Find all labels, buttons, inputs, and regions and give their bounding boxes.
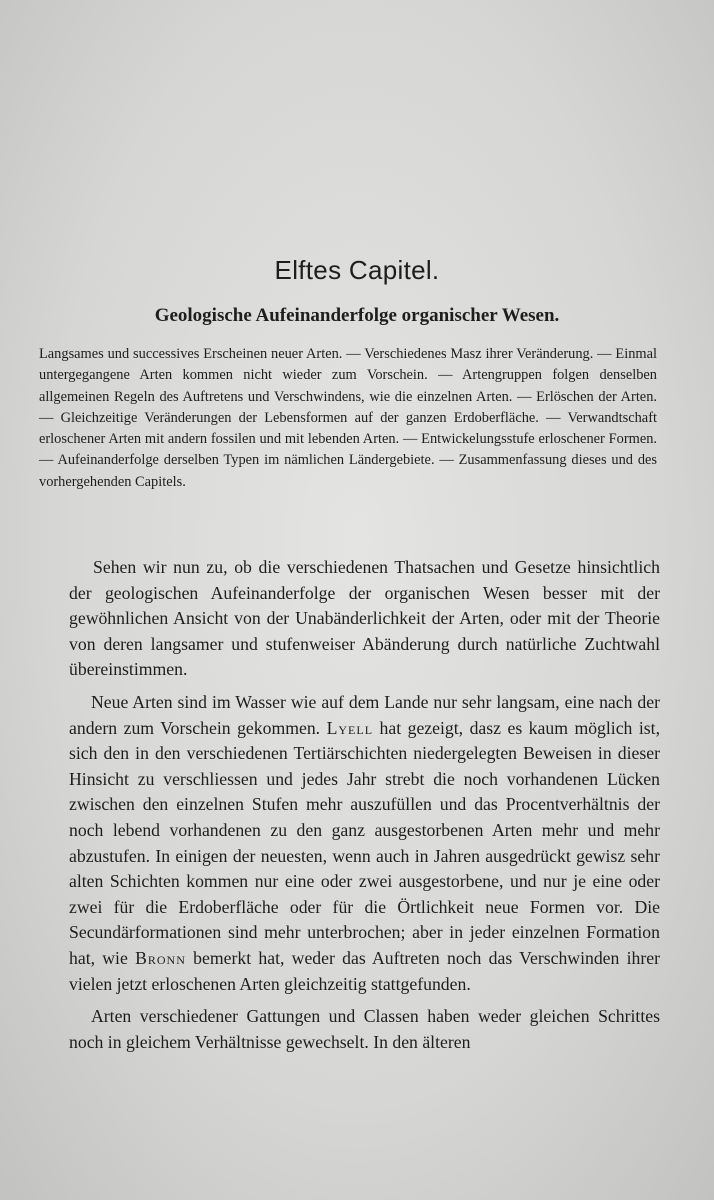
paragraph-1: Sehen wir nun zu, ob die verschiedenen Thatsachen und Gesetze hinsichtlich der geologischen Aufeinanderfolge der organischen Wesen besser mit der gewöhnlichen Ansicht von der Unabänderlichkeit der Arten, oder mit der Theorie von deren langsamer und stufenweiser Abänderung durch natürliche Zuchtwahl übereinstimmen. [69,557,660,680]
paragraph-2-part-a: Neue Arten sind im Wasser wie auf dem Lande nur sehr langsam, eine nach der andern zum Vorschein gekommen. [69,691,660,738]
summary-text: Langsames und successives Erscheinen neuer Arten. — Verschiedenes Masz ihrer Veränderung. — Einmal untergegangene Arten kommen nicht wieder zum Vorschein. — Artengruppen folgen denselben allgemeinen Regeln des Auftretens und Verschwindens, wie die einzelnen Arten. — Erlöschen der Arten. — Gleichzeitige Veränderungen der Lebensformen auf der ganzen Erdoberfläche. — Verwandtschaft erloschener Arten mit andern fossilen und mit lebenden Arten. — Entwickelungsstufe erloschener Formen. — Aufeinanderfolge derselben Typen im nämlichen Ländergebiete. — Zusammenfassung dieses und des vorhergehenden Capitels. [39,346,657,490]
paragraph-2-part-b: hat gezeigt, dasz es kaum möglich ist, sich den in den verschiedenen Tertiärschichten niedergelegten Beweisen in dieser Hinsicht zu verschliessen und jedes Jahr strebt die noch vorhandenen Lücken zwischen den einzelnen Stufen mehr auszufüllen und das Procentverhältnis der noch lebend vorhandenen zu den ganz ausgestorbenen Arten mehr und mehr abzustufen. In einigen der neuesten, wenn auch in Jahren ausgedrückt gewisz sehr alten Schichten kommen nur eine oder zwei ausgestorbene, und nur je eine oder zwei für die Erdoberfläche oder für die Örtlichkeit neue Formen vor. Die Secundärformationen sind mehr unterbrochen; aber in jeder einzelnen Formation hat, wie [69,717,661,968]
paragraph-2 [69,690,660,997]
paragraph-3: Arten verschiedener Gattungen und Classen haben weder gleichen Schrittes noch in gleichem Verhältnisse gewechselt. In den älteren [69,1006,660,1052]
author-name-lyell: Lyell [326,717,374,738]
chapter-summary [39,344,657,493]
chapter-subtitle: Geologische Aufeinanderfolge organischer Wesen. [154,305,560,326]
body-text [69,555,660,1055]
author-name-bronn: Bronn [135,947,186,968]
paragraph-2-part-c: bemerkt hat, weder das Auftreten noch das Verschwinden ihrer vielen jetzt erloschenen Arten gleichzeitig stattgefunden. [69,947,661,994]
chapter-title: Elftes Capitel. [274,255,440,285]
